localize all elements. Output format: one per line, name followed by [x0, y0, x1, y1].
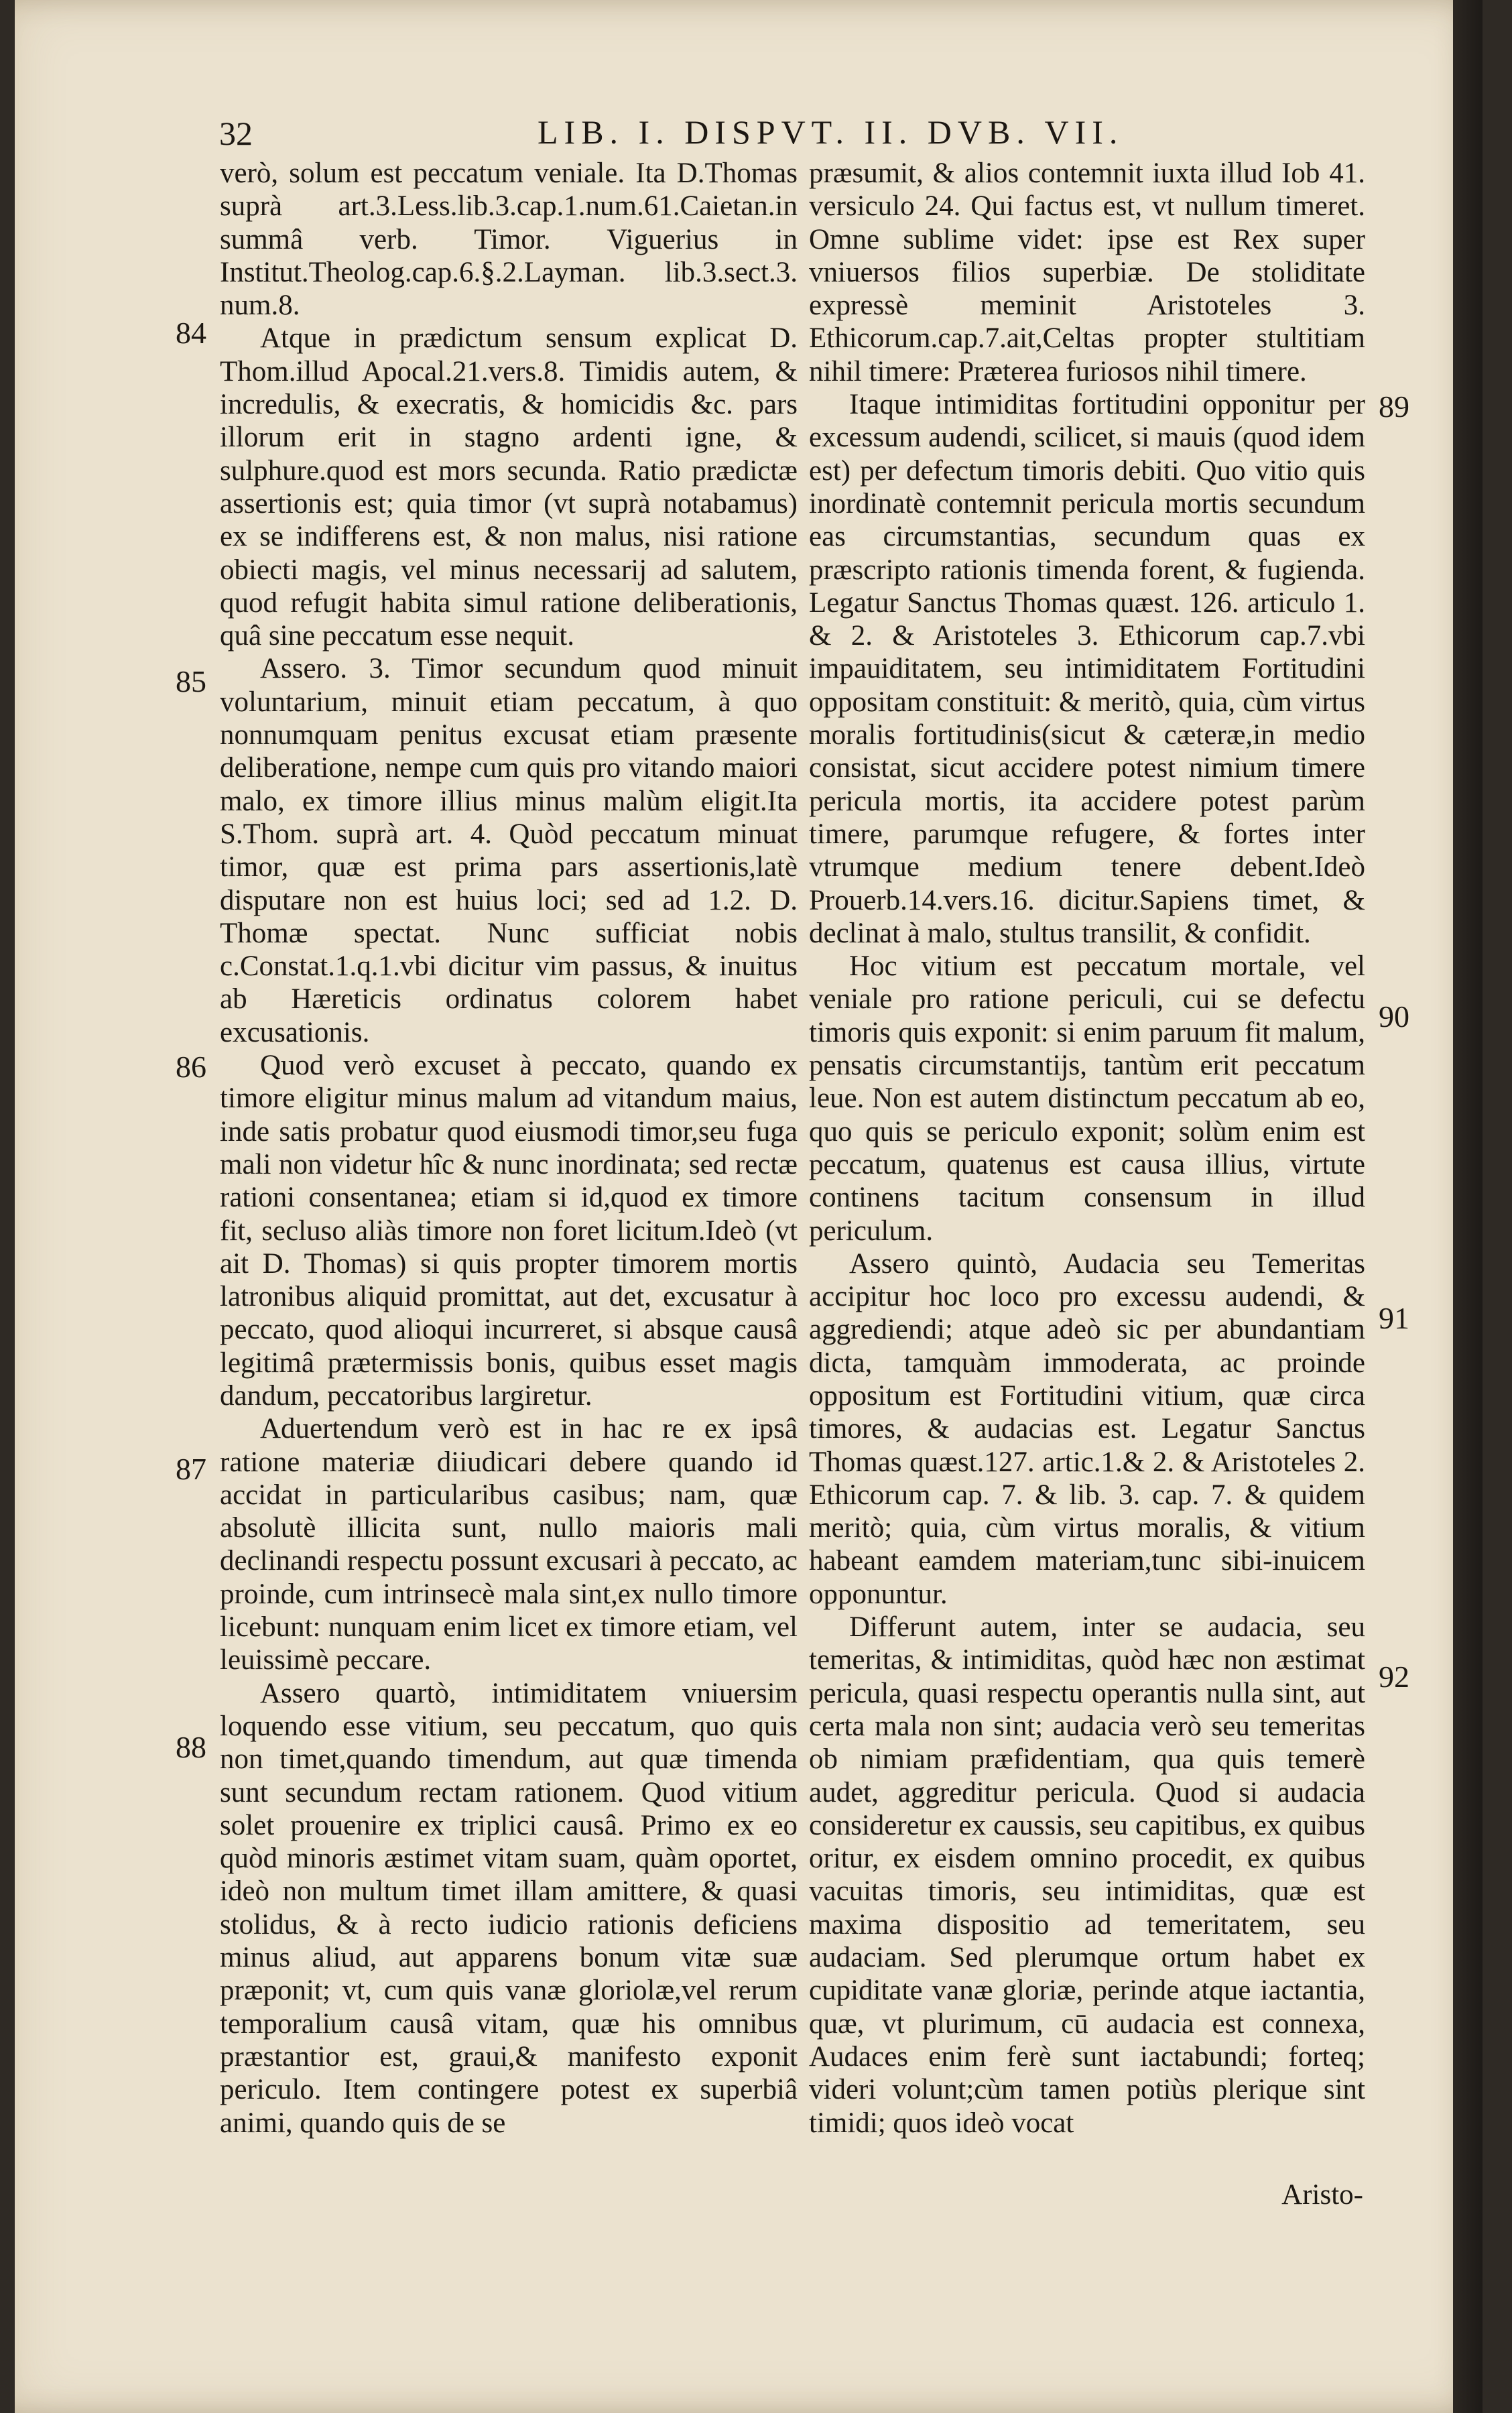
running-title: LIB. I. DISPVT. II. DVB. VII.: [538, 113, 1124, 151]
right-column: [809, 157, 1365, 2140]
binding-edge: [1453, 0, 1483, 2413]
paragraph-continued: verò, solum est peccatum veniale. Ita D.Thomas suprà art.3.Less.lib.3.cap.1.num.61.Caietan.in summâ verb. Timor. Viguerius in Institut.Theolog.cap.6.§.2.Layman. lib.3.sect.3. num.8.: [220, 158, 798, 322]
paragraph-89: Itaque intimiditas fortitudini opponitur per excessum audendi, scilicet, si mauis (quod idem est) per defectum timoris debiti. Quo vitio quis inordinatè contemnit pericula mortis secundum eas circumstantias, secundum quas ex præscripto rationis timenda forent, & fugienda. Legatur Sanctus Thomas quæst. 126. articulo 1. & 2. & Aristoteles 3. Ethicorum cap.7.vbi impauiditatem, seu intimiditatem Fortitudini oppositam constituit: & meritò, quia, cùm virtus moralis fortitudinis(sicut & cæteræ,in medio consistat, sicut accidere potest nimium timere pericula mortis, ita accidere potest parùm timere, parumque refugere, & fortes inter vtrumque medium tenere debent.Ideò Prouerb.14.vers.16. dicitur.Sapiens timet, & declinat à malo, stultus transilit, & confidit.: [809, 389, 1365, 949]
left-column: [220, 157, 798, 2140]
paragraph-84: Atque in prædictum sensum explicat D. Thom.illud Apocal.21.vers.8. Timidis autem, & incredulis, & execratis, & homicidis &c. pars illorum erit in stagno ardenti igne, & sulphure.quod est mors secunda. Ratio prædictæ assertionis est; quia timor (vt suprà notabamus) ex se indifferens est, & non malus, nisi ratione obiecti magis, vel minus necessarij ad salutem, quod refugit habita simul ratione deliberationis, quâ sine peccatum esse nequit.: [220, 322, 798, 652]
margin-number-85: 85: [176, 664, 206, 698]
paragraph-87: Aduertendum verò est in hac re ex ipsâ ratione materiæ diiudicari debere quando id accidat in particularibus casibus; nam, quæ absolutè illicita sunt, nullo maioris mali declinandi respectu possunt excusari à peccato, ac proinde, cum intrinsecè mala sint,ex nullo timore licebunt: nunquam enim licet ex timore etiam, vel leuissimè peccare.: [220, 1413, 798, 1676]
book-page: [15, 0, 1483, 2413]
page-number: 32: [219, 115, 253, 152]
paragraph-91: Assero quintò, Audacia seu Temeritas accipitur hoc loco pro excessu audendi, & aggrediendi; atque adeò sic per abundantiam dicta, tamquàm immoderata, ac proinde oppositum est Fortitudini vitium, quæ circa timores, & audacias est. Legatur Sanctus Thomas quæst.127. artic.1.& 2. & Aristoteles 2. Ethicorum cap. 7. & lib. 3. cap. 7. & quidem meritò; quia, cùm virtus moralis, & vitium habeant eamdem materiam,tunc sibi-inuicem opponuntur.: [809, 1247, 1365, 1610]
margin-number-88: 88: [176, 1730, 206, 1764]
margin-number-86: 86: [176, 1050, 206, 1084]
paragraph-88: Assero quartò, intimiditatem vniuersim loquendo esse vitium, seu peccatum, quo quis non timet,quando timendum, aut quæ timenda sunt secundum rectam rationem. Quod vitium solet prouenire ex triplici causâ. Primo ex eo quòd minoris æstimet vitam suam, quàm oportet, ideò non multum timet illam amittere, & quasi stolidus, & à recto iudicio rationis deficiens minus aliud, aut apparens bonum vitæ suæ præponit; vt, cum quis vanæ gloriolæ,vel rerum temporalium causâ vitam, quæ his omnibus præstantior est, graui,& manifesto exponit periculo. Item contingere potest ex superbiâ animi, quando quis de se: [220, 1677, 798, 2139]
page-header: [15, 99, 1483, 153]
catchword: Aristo-: [1281, 2179, 1363, 2211]
margin-number-84: 84: [176, 316, 206, 350]
paragraph-90: Hoc vitium est peccatum mortale, vel veniale pro ratione periculi, cui se defectu timoris quis exponit: si enim paruum fit malum, pensatis circumstantijs, tantùm erit peccatum leue. Non est autem distinctum peccatum ab eo, quo quis se periculo exponit; solùm enim est peccatum, quatenus est causa illius, virtute continens tacitum consensum in illud periculum.: [809, 950, 1365, 1247]
margin-number-87: 87: [176, 1452, 206, 1486]
margin-number-91: 91: [1379, 1301, 1409, 1335]
margin-number-90: 90: [1379, 999, 1409, 1034]
paragraph-85: Assero. 3. Timor secundum quod minuit voluntarium, minuit etiam peccatum, à quo nonnumquam penitus excusat etiam præsente deliberatione, nempe cum quis pro vitando maiori malo, ex timore illius minus malùm eligit.Ita S.Thom. suprà art. 4. Quòd peccatum minuat timor, quæ est prima pars assertionis,latè disputare non est huius loci; sed ad 1.2. D. Thomæ spectat. Nunc sufficiat nobis c.Constat.1.q.1.vbi dicitur vim passus, & inuitus ab Hæreticis ordinatus colorem habet excusationis.: [220, 653, 798, 1048]
margin-number-89: 89: [1379, 389, 1409, 424]
paragraph-86: Quod verò excuset à peccato, quando ex timore eligitur minus malum ad vitandum maius, inde satis probatur quod eiusmodi timor,seu fuga mali non videtur hîc & nunc inordinata; sed rectæ rationi consentanea; etiam si id,quod ex timore fit, secluso aliàs timore non foret licitum.Ideò (vt ait D. Thomas) si quis propter timorem mortis latronibus aliquid promittat, aut det, excusatur à peccato, quod alioqui incurreret, si absque causâ legitimâ prætermissis bonis, quibus esset magis dandum, peccatoribus largiretur.: [220, 1050, 798, 1412]
margin-number-92: 92: [1379, 1660, 1409, 1694]
paragraph-92: Differunt autem, inter se audacia, seu temeritas, & intimiditas, quòd hæc non æstimat pericula, quasi respectu operantis nulla sint, aut certa mala non sint; audacia verò seu temeritas ob nimiam præfidentiam, qua quis temerè audet, aggreditur pericula. Quod si audacia consideretur ex caussis, seu capitibus, ex quibus oritur, ex eisdem omnino procedit, ex quibus vacuitas timoris, seu intimiditas, quæ est maxima dispositio ad temeritatem, seu audaciam. Sed plerumque ortum habet ex cupiditate vanæ gloriæ, perinde atque iactantia, quæ, vt plurimum, cū audacia est connexa, Audaces enim ferè sunt iactabundi; forteq; videri volunt;cùm tamen potiùs plerique sint timidi; quos ideò vocat: [809, 1611, 1365, 2139]
paragraph-continued-right: præsumit, & alios contemnit iuxta illud Iob 41. versiculo 24. Qui factus est, vt nullum timeret. Omne sublime videt: ipse est Rex super vniuersos filios superbiæ. De stoliditate expressè meminit Aristoteles 3. Ethicorum.cap.7.ait,Celtas propter stultitiam nihil timere: Præterea furiosos nihil timere.: [809, 158, 1365, 387]
